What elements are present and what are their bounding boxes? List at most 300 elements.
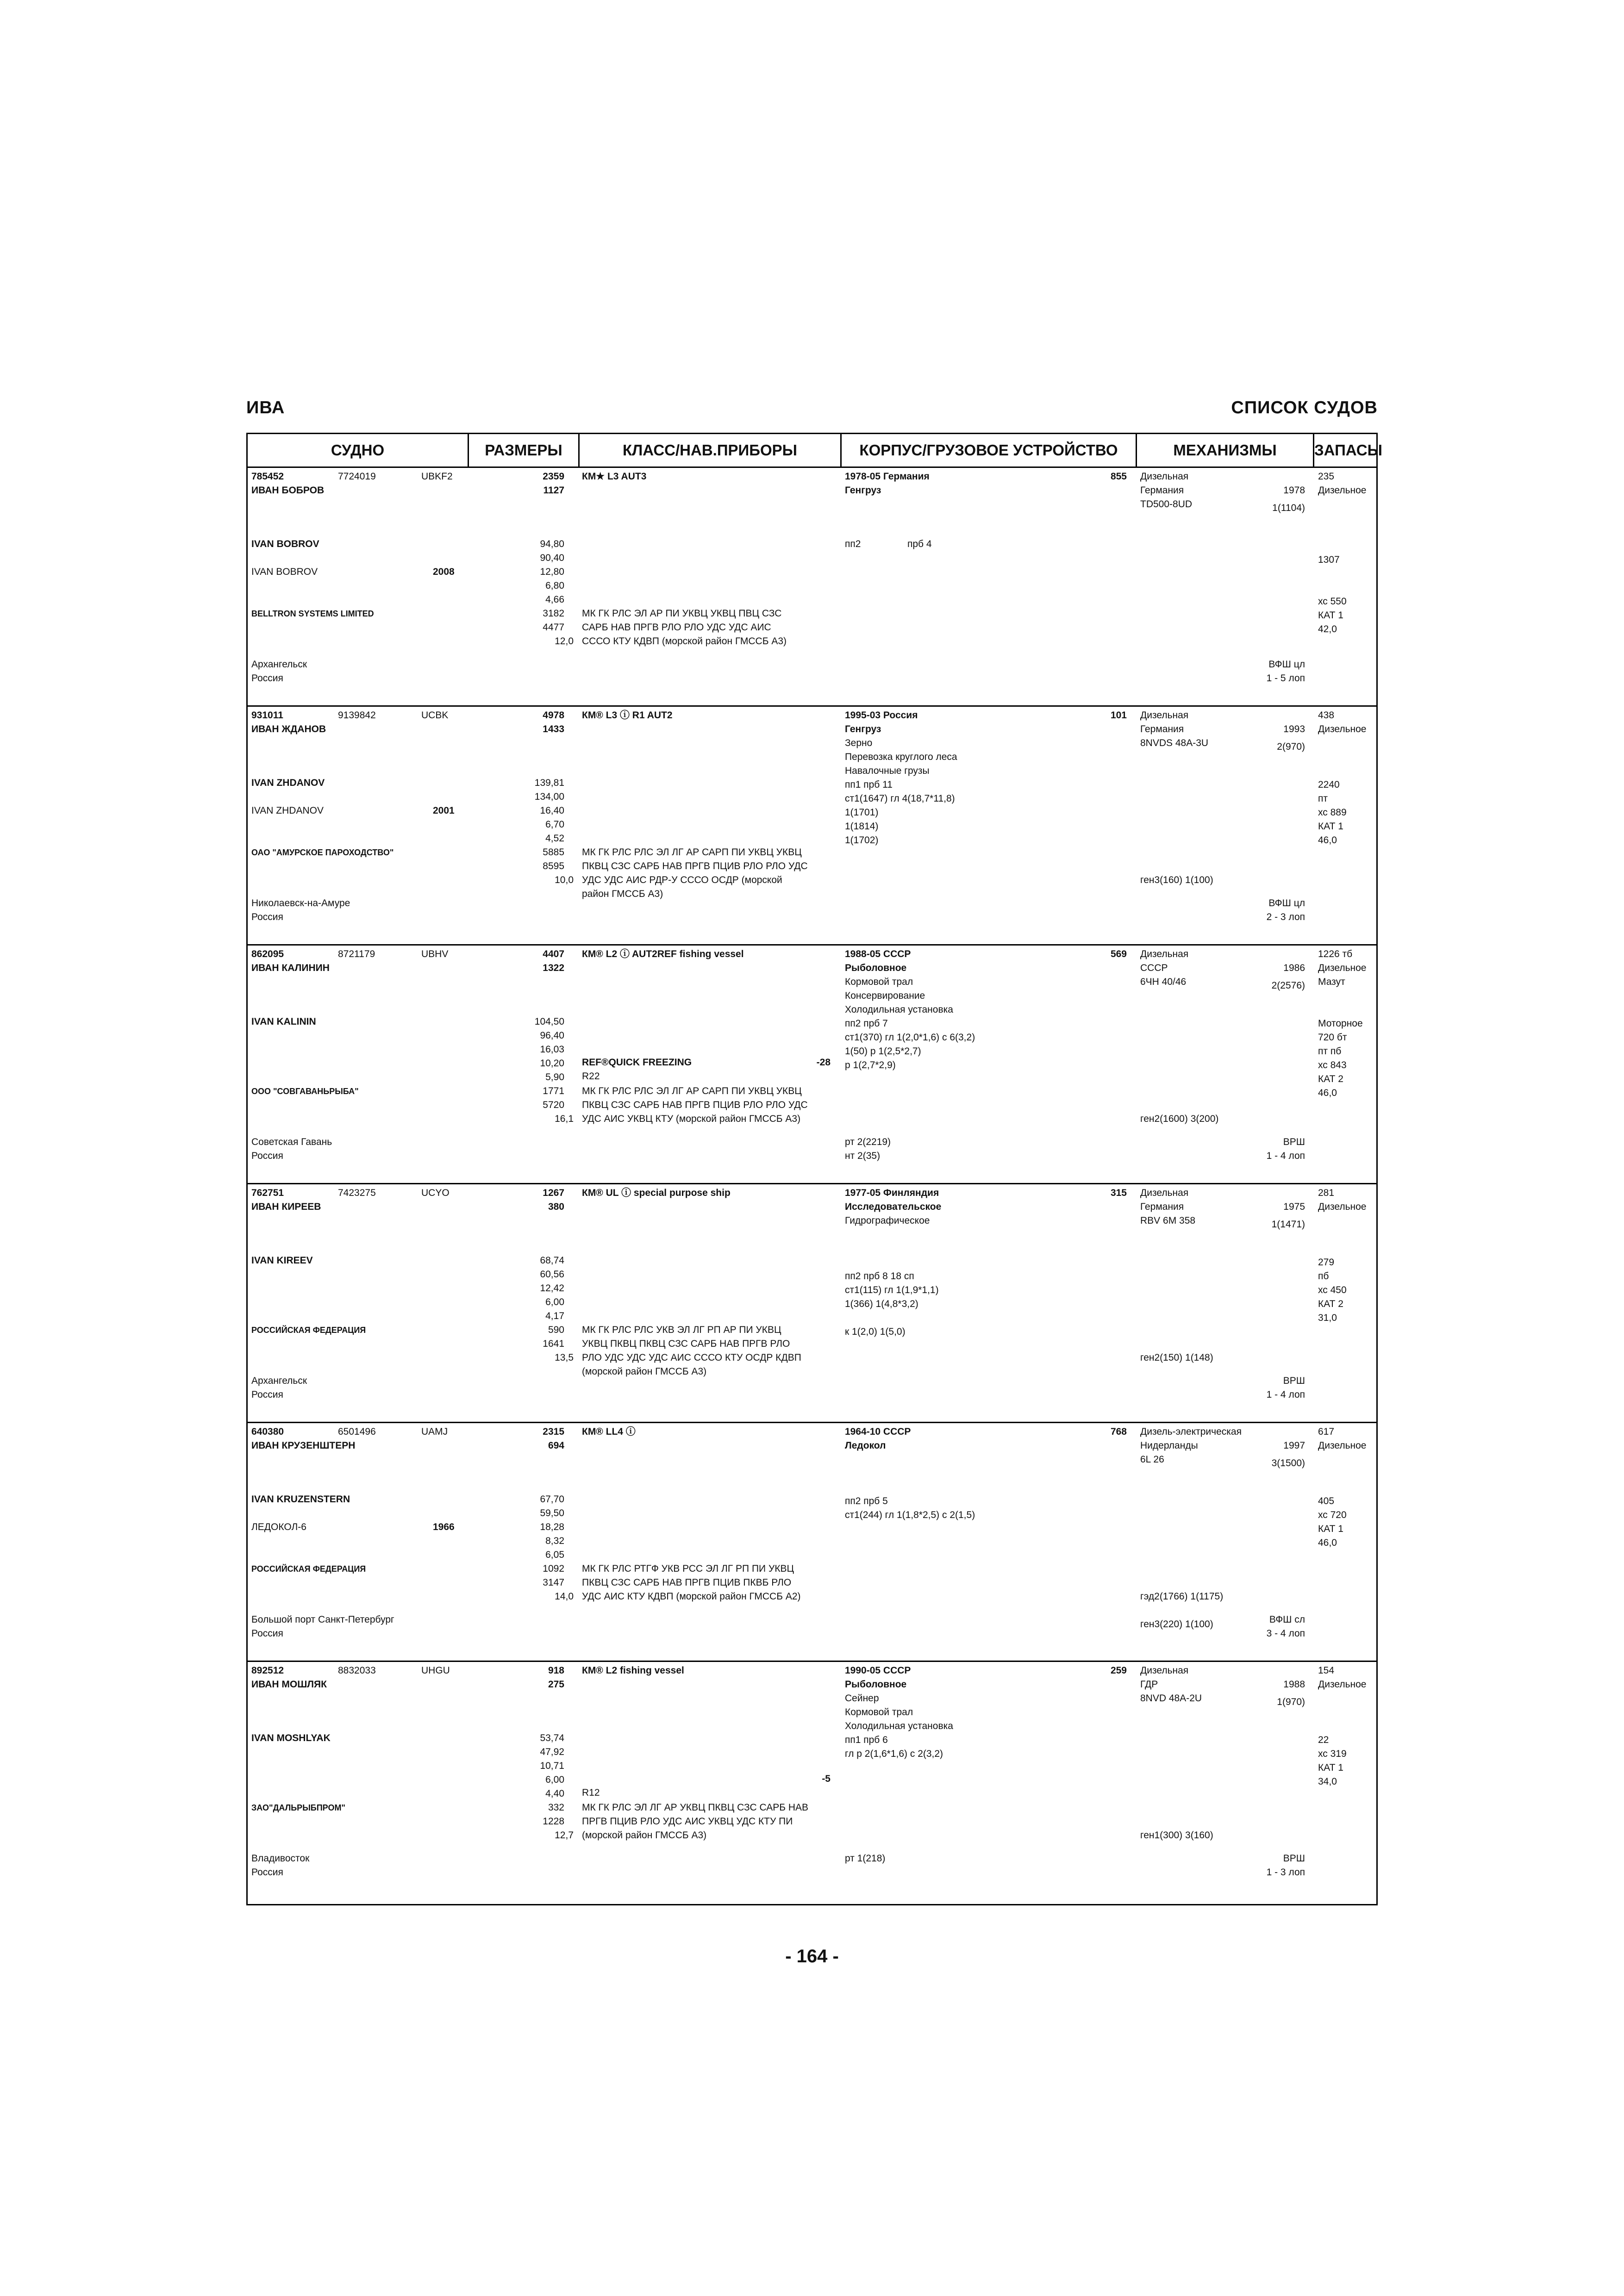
mech-detail: 1975 <box>1283 1201 1305 1212</box>
vessel-country: Россия <box>251 912 283 922</box>
vessel-imo: 6501496 <box>338 1426 376 1437</box>
stores-line: Дизельное <box>1318 1679 1367 1690</box>
dim-value: 1092 <box>543 1563 564 1574</box>
dim-value: 6,00 <box>545 1297 564 1307</box>
class-extra-2: R22 <box>582 1071 600 1082</box>
dim-value: 16,40 <box>540 805 564 816</box>
nav-equipment: (морской район ГМССБ А3) <box>582 1366 707 1377</box>
mech-detail: 2(2576) <box>1271 980 1305 991</box>
hull-line: пп2 прб 7 <box>845 1018 888 1029</box>
vessel-name-ru: ИВАН КИРЕЕВ <box>251 1201 321 1212</box>
mech-line: 8NVD 48A-2U <box>1140 1693 1202 1704</box>
propeller: ВРШ <box>1283 1853 1305 1864</box>
stores-line: 31,0 <box>1318 1313 1337 1323</box>
stores-line: пт пб <box>1318 1046 1342 1057</box>
propeller: 1 - 4 лоп <box>1266 1151 1305 1161</box>
mech-detail: 1988 <box>1283 1679 1305 1690</box>
mech-line: 6ЧН 40/46 <box>1140 977 1187 987</box>
nav-equipment: РЛО УДС УДС УДС АИС СССО КТУ ОСДР КДВП <box>582 1352 801 1363</box>
propeller: 2 - 3 лоп <box>1266 912 1305 922</box>
class-notation: КМ® UL ⓘ special purpose ship <box>582 1188 731 1198</box>
nav-equipment: МК ГК РЛС РТГФ УКВ РСС ЭЛ ЛГ РП ПИ УКВЦ <box>582 1563 794 1574</box>
mech-line: Дизельная <box>1140 1188 1189 1198</box>
dim-value: 8,32 <box>545 1536 564 1546</box>
ship-record <box>248 1184 1376 1423</box>
hull-line: 1(1702) <box>845 835 879 846</box>
mech-line: 8NVDS 48A-3U <box>1140 738 1209 748</box>
vessel-prev-name: ЛЕДОКОЛ-6 <box>251 1522 306 1532</box>
dim-value: 12,80 <box>540 566 564 577</box>
dim-value: 6,05 <box>545 1549 564 1560</box>
stores-line: 720 бт <box>1318 1032 1347 1043</box>
hull-number: 101 <box>1110 710 1127 721</box>
nav-equipment: УДС АИС УКВЦ КТУ (морской район ГМССБ А3) <box>582 1114 801 1124</box>
hull-line: Зерно <box>845 738 873 748</box>
vessel-imo: 7423275 <box>338 1188 376 1198</box>
mech-line: Дизельная <box>1140 471 1189 482</box>
vessel-callsign: UCBK <box>421 710 449 721</box>
nav-equipment: МК ГК РЛС ЭЛ ЛГ АР УКВЦ ПКВЦ СЗС САРБ НАВ <box>582 1802 808 1813</box>
propeller: 3 - 4 лоп <box>1266 1628 1305 1639</box>
hull-line: пп1 прб 6 <box>845 1735 888 1745</box>
hull-line: нт 2(35) <box>845 1151 881 1161</box>
nav-equipment: УКВЦ ПКВЦ ПКВЦ СЗС САРБ НАВ ПРГВ РЛО <box>582 1338 790 1349</box>
dim-value: 14,0 <box>555 1591 574 1602</box>
dim-value: 6,00 <box>545 1774 564 1785</box>
dim-value: 12,7 <box>555 1830 574 1841</box>
propeller: ВФШ цл <box>1268 659 1305 670</box>
propeller: 1 - 3 лоп <box>1266 1867 1305 1878</box>
dim-value: 10,71 <box>540 1761 564 1771</box>
mech-detail: 1986 <box>1283 963 1305 973</box>
ship-table <box>246 433 1382 1905</box>
vessel-country: Россия <box>251 1867 283 1878</box>
vessel-name-en: IVAN KALININ <box>251 1016 316 1027</box>
hull-line: ст1(115) гл 1(1,9*1,1) <box>845 1285 939 1295</box>
table-header <box>248 434 1382 468</box>
hull-line: Рыболовное <box>845 963 907 973</box>
page-number: - 164 - <box>785 1946 839 1966</box>
hull-line: прб 4 <box>907 539 932 549</box>
dim-tonnage: 2315 <box>543 1426 564 1437</box>
hull-line: Холодильная установка <box>845 1721 953 1731</box>
dim-tonnage: 2359 <box>543 471 564 482</box>
propeller: ВФШ сл <box>1269 1614 1305 1625</box>
dim-tonnage: 380 <box>548 1201 564 1212</box>
stores-line: 235 <box>1318 471 1335 482</box>
dim-tonnage: 4978 <box>543 710 564 721</box>
stores-line: хс 720 <box>1318 1510 1347 1520</box>
ship-record <box>248 1423 1376 1662</box>
hull-built: 1978-05 Германия <box>845 471 930 482</box>
dim-value: 96,40 <box>540 1030 564 1041</box>
mech-line: Дизельная <box>1140 1665 1189 1676</box>
vessel-prev-year: 2001 <box>433 805 455 816</box>
propeller: 1 - 5 лоп <box>1266 673 1305 684</box>
nav-equipment: УДС УДС АИС РДР-У СССО ОСДР (морской <box>582 875 782 885</box>
hull-line: 1(366) 1(4,8*3,2) <box>845 1299 918 1309</box>
vessel-prev-year: 1966 <box>433 1522 455 1532</box>
hull-line: 1(1814) <box>845 821 879 832</box>
mech-detail: 1(970) <box>1277 1697 1305 1707</box>
dim-value: 16,03 <box>540 1044 564 1055</box>
vessel-imo: 9139842 <box>338 710 376 721</box>
mech-detail: 1(1471) <box>1271 1219 1305 1230</box>
hull-line: Исследовательское <box>845 1201 942 1212</box>
class-notation: КМ® L3 ⓘ R1 AUT2 <box>582 710 673 721</box>
stores-line: 1307 <box>1318 554 1340 565</box>
vessel-id: 931011 <box>251 710 283 721</box>
stores-line: Дизельное <box>1318 1201 1367 1212</box>
mech-line: ген3(220) 1(100) <box>1140 1619 1213 1630</box>
vessel-country: Россия <box>251 673 283 684</box>
hull-line: Ледокол <box>845 1440 886 1451</box>
col-dimensions: РАЗМЕРЫ <box>485 442 562 459</box>
mech-line: Дизельная <box>1140 710 1189 721</box>
mech-detail: 1978 <box>1283 485 1305 496</box>
vessel-port: Архангельск <box>251 659 307 670</box>
mech-line: ген2(1600) 3(200) <box>1140 1114 1219 1124</box>
hull-line: Генгруз <box>845 485 881 496</box>
ship-record <box>248 468 1376 707</box>
nav-equipment: ПРГВ ПЦИВ РЛО УДС АИС УКВЦ УДС КТУ ПИ <box>582 1816 793 1827</box>
vessel-port: Владивосток <box>251 1853 310 1864</box>
hull-line: Кормовой трал <box>845 977 913 987</box>
vessel-country: Россия <box>251 1628 283 1639</box>
hull-line: к 1(2,0) 1(5,0) <box>845 1326 906 1337</box>
vessel-callsign: UCYO <box>421 1188 450 1198</box>
hull-line: Генгруз <box>845 724 881 734</box>
hull-number: 315 <box>1110 1188 1127 1198</box>
hull-line: Сейнер <box>845 1693 879 1704</box>
hull-line: Гидрографическое <box>845 1215 930 1226</box>
hull-line: Кормовой трал <box>845 1707 913 1717</box>
dim-tonnage: 1267 <box>543 1188 564 1198</box>
mech-detail: 3(1500) <box>1271 1458 1305 1468</box>
vessel-imo: 8721179 <box>338 949 375 959</box>
mech-line: ген3(160) 1(100) <box>1140 875 1213 885</box>
dim-value: 59,50 <box>540 1508 564 1518</box>
mech-line: Германия <box>1140 485 1184 496</box>
stores-line: 42,0 <box>1318 624 1337 635</box>
mech-line: СССР <box>1140 963 1168 973</box>
col-hull: КОРПУС/ГРУЗОВОЕ УСТРОЙСТВО <box>859 442 1118 459</box>
col-class: КЛАСС/НАВ.ПРИБОРЫ <box>623 442 797 459</box>
nav-equipment: МК ГК РЛС РЛС ЭЛ ЛГ АР САРП ПИ УКВЦ УКВЦ <box>582 1086 802 1096</box>
dim-value: 104,50 <box>534 1016 564 1027</box>
dim-value: 1228 <box>543 1816 564 1827</box>
nav-equipment: УДС АИС КТУ КДВП (морской район ГМССБ А2) <box>582 1591 801 1602</box>
mech-detail: 2(970) <box>1277 741 1305 752</box>
stores-line: Дизельное <box>1318 485 1367 496</box>
dim-value: 4,66 <box>545 594 564 605</box>
vessel-name-en: IVAN MOSHLYAK <box>251 1733 331 1743</box>
ship-record <box>248 946 1376 1184</box>
vessel-id: 862095 <box>251 949 284 959</box>
dim-value: 4,40 <box>545 1788 564 1799</box>
hull-line: ст1(370) гл 1(2,0*1,6) с 6(3,2) <box>845 1032 975 1043</box>
hull-number: 259 <box>1110 1665 1127 1676</box>
nav-equipment: ПКВЦ СЗС САРБ НАВ ПРГВ ПЦИВ РЛО РЛО УДС <box>582 1100 808 1110</box>
vessel-owner: BELLTRON SYSTEMS LIMITED <box>251 609 374 618</box>
nav-equipment: МК ГК РЛС ЭЛ АР ПИ УКВЦ УКВЦ ПВЦ СЗС <box>582 608 782 619</box>
class-extra: REF®QUICK FREEZING <box>582 1057 692 1068</box>
stores-line: КАТ 1 <box>1318 1524 1343 1534</box>
mech-line: ГДР <box>1140 1679 1158 1690</box>
stores-line: 281 <box>1318 1188 1335 1198</box>
dim-value: 3147 <box>543 1577 564 1588</box>
class-notation: КМ★ L3 AUT3 <box>582 471 647 482</box>
mech-line: Дизельная <box>1140 949 1189 959</box>
stores-line: 46,0 <box>1318 1088 1337 1098</box>
vessel-owner: ОАО "АМУРСКОЕ ПАРОХОДСТВО" <box>251 848 394 857</box>
dim-value: 4477 <box>543 622 564 633</box>
stores-line: 405 <box>1318 1496 1335 1506</box>
stores-line: 617 <box>1318 1426 1335 1437</box>
dim-value: 90,40 <box>540 553 564 563</box>
nav-equipment: (морской район ГМССБ А3) <box>582 1830 707 1841</box>
vessel-owner: ООО "СОВГАВАНЬРЫБА" <box>251 1087 359 1096</box>
dim-value: 10,20 <box>540 1058 564 1069</box>
stores-line: 2240 <box>1318 779 1340 790</box>
stores-line: хс 450 <box>1318 1285 1347 1295</box>
mech-detail: 1(1104) <box>1272 503 1305 513</box>
hull-line: рт 2(2219) <box>845 1137 891 1147</box>
class-extra-value: -28 <box>816 1057 831 1068</box>
dim-tonnage: 1127 <box>543 485 564 496</box>
vessel-name-en: IVAN BOBROV <box>251 539 319 549</box>
stores-line: хс 550 <box>1318 596 1347 607</box>
propeller: 1 - 4 лоп <box>1266 1389 1305 1400</box>
mech-line: 6L 26 <box>1140 1454 1164 1465</box>
vessel-name-en: IVAN ZHDANOV <box>251 778 325 788</box>
vessel-name-ru: ИВАН БОБРОВ <box>251 485 325 496</box>
stores-line: пт <box>1318 793 1328 804</box>
dim-value: 1641 <box>543 1338 564 1349</box>
stores-line: Дизельное <box>1318 1440 1367 1451</box>
vessel-country: Россия <box>251 1151 283 1161</box>
stores-line: 279 <box>1318 1257 1335 1268</box>
vessel-prev-year: 2008 <box>433 566 455 577</box>
dim-value: 67,70 <box>540 1494 564 1505</box>
nav-equipment: ПКВЦ СЗС САРБ НАВ ПРГВ ПЦИВ РЛО РЛО УДС <box>582 861 808 871</box>
hull-built: 1988-05 СССР <box>845 949 911 959</box>
class-extra-value: -5 <box>822 1773 831 1784</box>
nav-equipment: МК ГК РЛС РЛС ЭЛ ЛГ АР САРП ПИ УКВЦ УКВЦ <box>582 847 802 858</box>
vessel-port: Советская Гавань <box>251 1137 332 1147</box>
ship-record <box>248 707 1376 946</box>
dim-value: 1771 <box>543 1086 564 1096</box>
mech-detail: 1997 <box>1283 1440 1305 1451</box>
mech-line: Германия <box>1140 1201 1184 1212</box>
dim-value: 3182 <box>543 608 564 619</box>
nav-equipment: район ГМССБ А3) <box>582 889 663 899</box>
dim-value: 8595 <box>543 861 564 871</box>
vessel-id: 785452 <box>251 471 284 482</box>
hull-line: Навалочные грузы <box>845 765 930 776</box>
dim-value: 53,74 <box>540 1733 564 1743</box>
vessel-port: Архангельск <box>251 1375 307 1386</box>
hull-line: Консервирование <box>845 990 925 1001</box>
vessel-id: 892512 <box>251 1665 284 1676</box>
stores-line: Мазут <box>1318 977 1345 987</box>
hull-built: 1990-05 СССР <box>845 1665 911 1676</box>
vessel-prev-name: IVAN BOBROV <box>251 566 318 577</box>
stores-line: 154 <box>1318 1665 1335 1676</box>
dim-value: 13,5 <box>555 1352 574 1363</box>
stores-line: пб <box>1318 1271 1329 1282</box>
hull-built: 1995-03 Россия <box>845 710 918 721</box>
vessel-id: 640380 <box>251 1426 284 1437</box>
propeller: ВРШ <box>1283 1137 1305 1147</box>
hull-line: ст1(1647) гл 4(18,7*11,8) <box>845 793 955 804</box>
dim-value: 12,42 <box>540 1283 564 1294</box>
dim-value: 94,80 <box>540 539 564 549</box>
hull-built: 1977-05 Финляндия <box>845 1188 939 1198</box>
dim-value: 4,17 <box>545 1311 564 1321</box>
mech-line: RBV 6M 358 <box>1140 1215 1196 1226</box>
hull-line: ст1(244) гл 1(1,8*2,5) с 2(1,5) <box>845 1510 975 1520</box>
hull-line: гл р 2(1,6*1,6) с 2(3,2) <box>845 1748 943 1759</box>
page-header-left: ИВА <box>246 398 285 417</box>
dim-value: 68,74 <box>540 1255 564 1266</box>
class-notation: КМ® LL4 ⓘ <box>582 1426 636 1437</box>
dim-tonnage: 694 <box>548 1440 564 1451</box>
col-machinery: МЕХАНИЗМЫ <box>1173 442 1277 459</box>
vessel-owner: РОССИЙСКАЯ ФЕДЕРАЦИЯ <box>251 1564 366 1574</box>
mech-line: TD500-8UD <box>1140 499 1193 510</box>
dim-tonnage: 1322 <box>543 963 564 973</box>
stores-line: хс 319 <box>1318 1748 1347 1759</box>
stores-line: хс 889 <box>1318 807 1347 818</box>
stores-line: 46,0 <box>1318 1537 1337 1548</box>
propeller: ВРШ <box>1283 1375 1305 1386</box>
vessel-owner: ЗАО"ДАЛЬРЫБПРОМ" <box>251 1803 345 1812</box>
dim-value: 16,1 <box>555 1114 574 1124</box>
dim-value: 5885 <box>543 847 564 858</box>
class-notation: КМ® L2 ⓘ AUT2REF fishing vessel <box>582 949 744 959</box>
vessel-id: 762751 <box>251 1188 284 1198</box>
col-stores: ЗАПАСЫ <box>1314 442 1382 459</box>
mech-detail: 1993 <box>1283 724 1305 734</box>
hull-number: 768 <box>1110 1426 1127 1437</box>
hull-line: 1(1701) <box>845 807 879 818</box>
col-vessel: СУДНО <box>331 442 385 459</box>
vessel-port: Николаевск-на-Амуре <box>251 898 350 908</box>
dim-value: 590 <box>548 1325 564 1335</box>
dim-value: 5,90 <box>545 1072 564 1083</box>
vessel-name-ru: ИВАН МОШЛЯК <box>251 1679 327 1690</box>
vessel-name-ru: ИВАН КАЛИНИН <box>251 963 330 973</box>
stores-line: КАТ 1 <box>1318 1762 1343 1773</box>
propeller: ВФШ цл <box>1268 898 1305 908</box>
vessel-callsign: UHGU <box>421 1665 450 1676</box>
mech-line: гэд2(1766) 1(1175) <box>1140 1591 1224 1602</box>
class-extra-2: R12 <box>582 1787 600 1798</box>
vessel-country: Россия <box>251 1389 283 1400</box>
vessel-prev-name: IVAN ZHDANOV <box>251 805 324 816</box>
stores-line: КАТ 2 <box>1318 1074 1343 1084</box>
dim-value: 12,0 <box>555 636 574 647</box>
vessel-owner: РОССИЙСКАЯ ФЕДЕРАЦИЯ <box>251 1325 366 1335</box>
dim-value: 18,28 <box>540 1522 564 1532</box>
stores-line: КАТ 2 <box>1318 1299 1343 1309</box>
hull-line: пп1 прб 11 <box>845 779 893 790</box>
dim-value: 5720 <box>543 1100 564 1110</box>
hull-line: Перевозка круглого леса <box>845 752 957 762</box>
hull-number: 855 <box>1110 471 1127 482</box>
stores-line: Дизельное <box>1318 724 1367 734</box>
mech-line: ген1(300) 3(160) <box>1140 1830 1213 1841</box>
hull-line: 1(50) р 1(2,5*2,7) <box>845 1046 921 1057</box>
class-notation: КМ® L2 fishing vessel <box>582 1665 684 1676</box>
vessel-name-en: IVAN KIREEV <box>251 1255 313 1266</box>
mech-line: Дизель-электрическая <box>1140 1426 1242 1437</box>
dim-value: 139,81 <box>534 778 564 788</box>
nav-equipment: СССО КТУ КДВП (морской район ГМССБ А3) <box>582 636 787 647</box>
vessel-callsign: UBKF2 <box>421 471 453 482</box>
mech-line: ген2(150) 1(148) <box>1140 1352 1213 1363</box>
mech-line: Нидерланды <box>1140 1440 1198 1451</box>
hull-number: 569 <box>1110 949 1127 959</box>
stores-line: 22 <box>1318 1735 1329 1745</box>
stores-line: 34,0 <box>1318 1776 1337 1787</box>
hull-built: 1964-10 СССР <box>845 1426 911 1437</box>
dim-value: 4,52 <box>545 833 564 844</box>
stores-line: КАТ 1 <box>1318 610 1343 621</box>
mech-line: Германия <box>1140 724 1184 734</box>
dim-value: 6,70 <box>545 819 564 830</box>
dim-value: 6,80 <box>545 580 564 591</box>
dim-value: 10,0 <box>555 875 574 885</box>
vessel-name-ru: ИВАН ЖДАНОВ <box>251 724 326 734</box>
hull-line: Холодильная установка <box>845 1004 953 1015</box>
vessel-imo: 7724019 <box>338 471 376 482</box>
dim-tonnage: 1433 <box>543 724 564 734</box>
dim-value: 134,00 <box>534 791 564 802</box>
stores-line: КАТ 1 <box>1318 821 1343 832</box>
dim-value: 60,56 <box>540 1269 564 1280</box>
page-header-right: СПИСОК СУДОВ <box>1231 398 1378 417</box>
hull-line: пп2 прб 8 18 сп <box>845 1271 914 1282</box>
nav-equipment: САРБ НАВ ПРГВ РЛО РЛО УДС УДС АИС <box>582 622 771 633</box>
dim-tonnage: 918 <box>548 1665 564 1676</box>
stores-line: 438 <box>1318 710 1335 721</box>
vessel-callsign: UBHV <box>421 949 449 959</box>
hull-line: р 1(2,7*2,9) <box>845 1060 896 1070</box>
vessel-port: Большой порт Санкт-Петербург <box>251 1614 394 1625</box>
ship-record <box>248 1662 1376 1901</box>
dim-value: 332 <box>548 1802 564 1813</box>
stores-line: Моторное <box>1318 1018 1363 1029</box>
nav-equipment: МК ГК РЛС РЛС УКВ ЭЛ ЛГ РП АР ПИ УКВЦ <box>582 1325 781 1335</box>
vessel-callsign: UAMJ <box>421 1426 448 1437</box>
vessel-imo: 8832033 <box>338 1665 376 1676</box>
hull-line: рт 1(218) <box>845 1853 886 1864</box>
stores-line: 46,0 <box>1318 835 1337 846</box>
stores-line: 1226 тб <box>1318 949 1353 959</box>
vessel-name-en: IVAN KRUZENSTERN <box>251 1494 350 1505</box>
vessel-name-ru: ИВАН КРУЗЕНШТЕРН <box>251 1440 356 1451</box>
nav-equipment: ПКВЦ СЗС САРБ НАВ ПРГВ ПЦИВ ПКВБ РЛО <box>582 1577 792 1588</box>
dim-tonnage: 275 <box>548 1679 564 1690</box>
dim-value: 47,92 <box>540 1747 564 1757</box>
dim-tonnage: 4407 <box>543 949 564 959</box>
stores-line: хс 843 <box>1318 1060 1347 1070</box>
hull-line: пп2 <box>845 539 861 549</box>
stores-line: Дизельное <box>1318 963 1367 973</box>
hull-line: пп2 прб 5 <box>845 1496 888 1506</box>
